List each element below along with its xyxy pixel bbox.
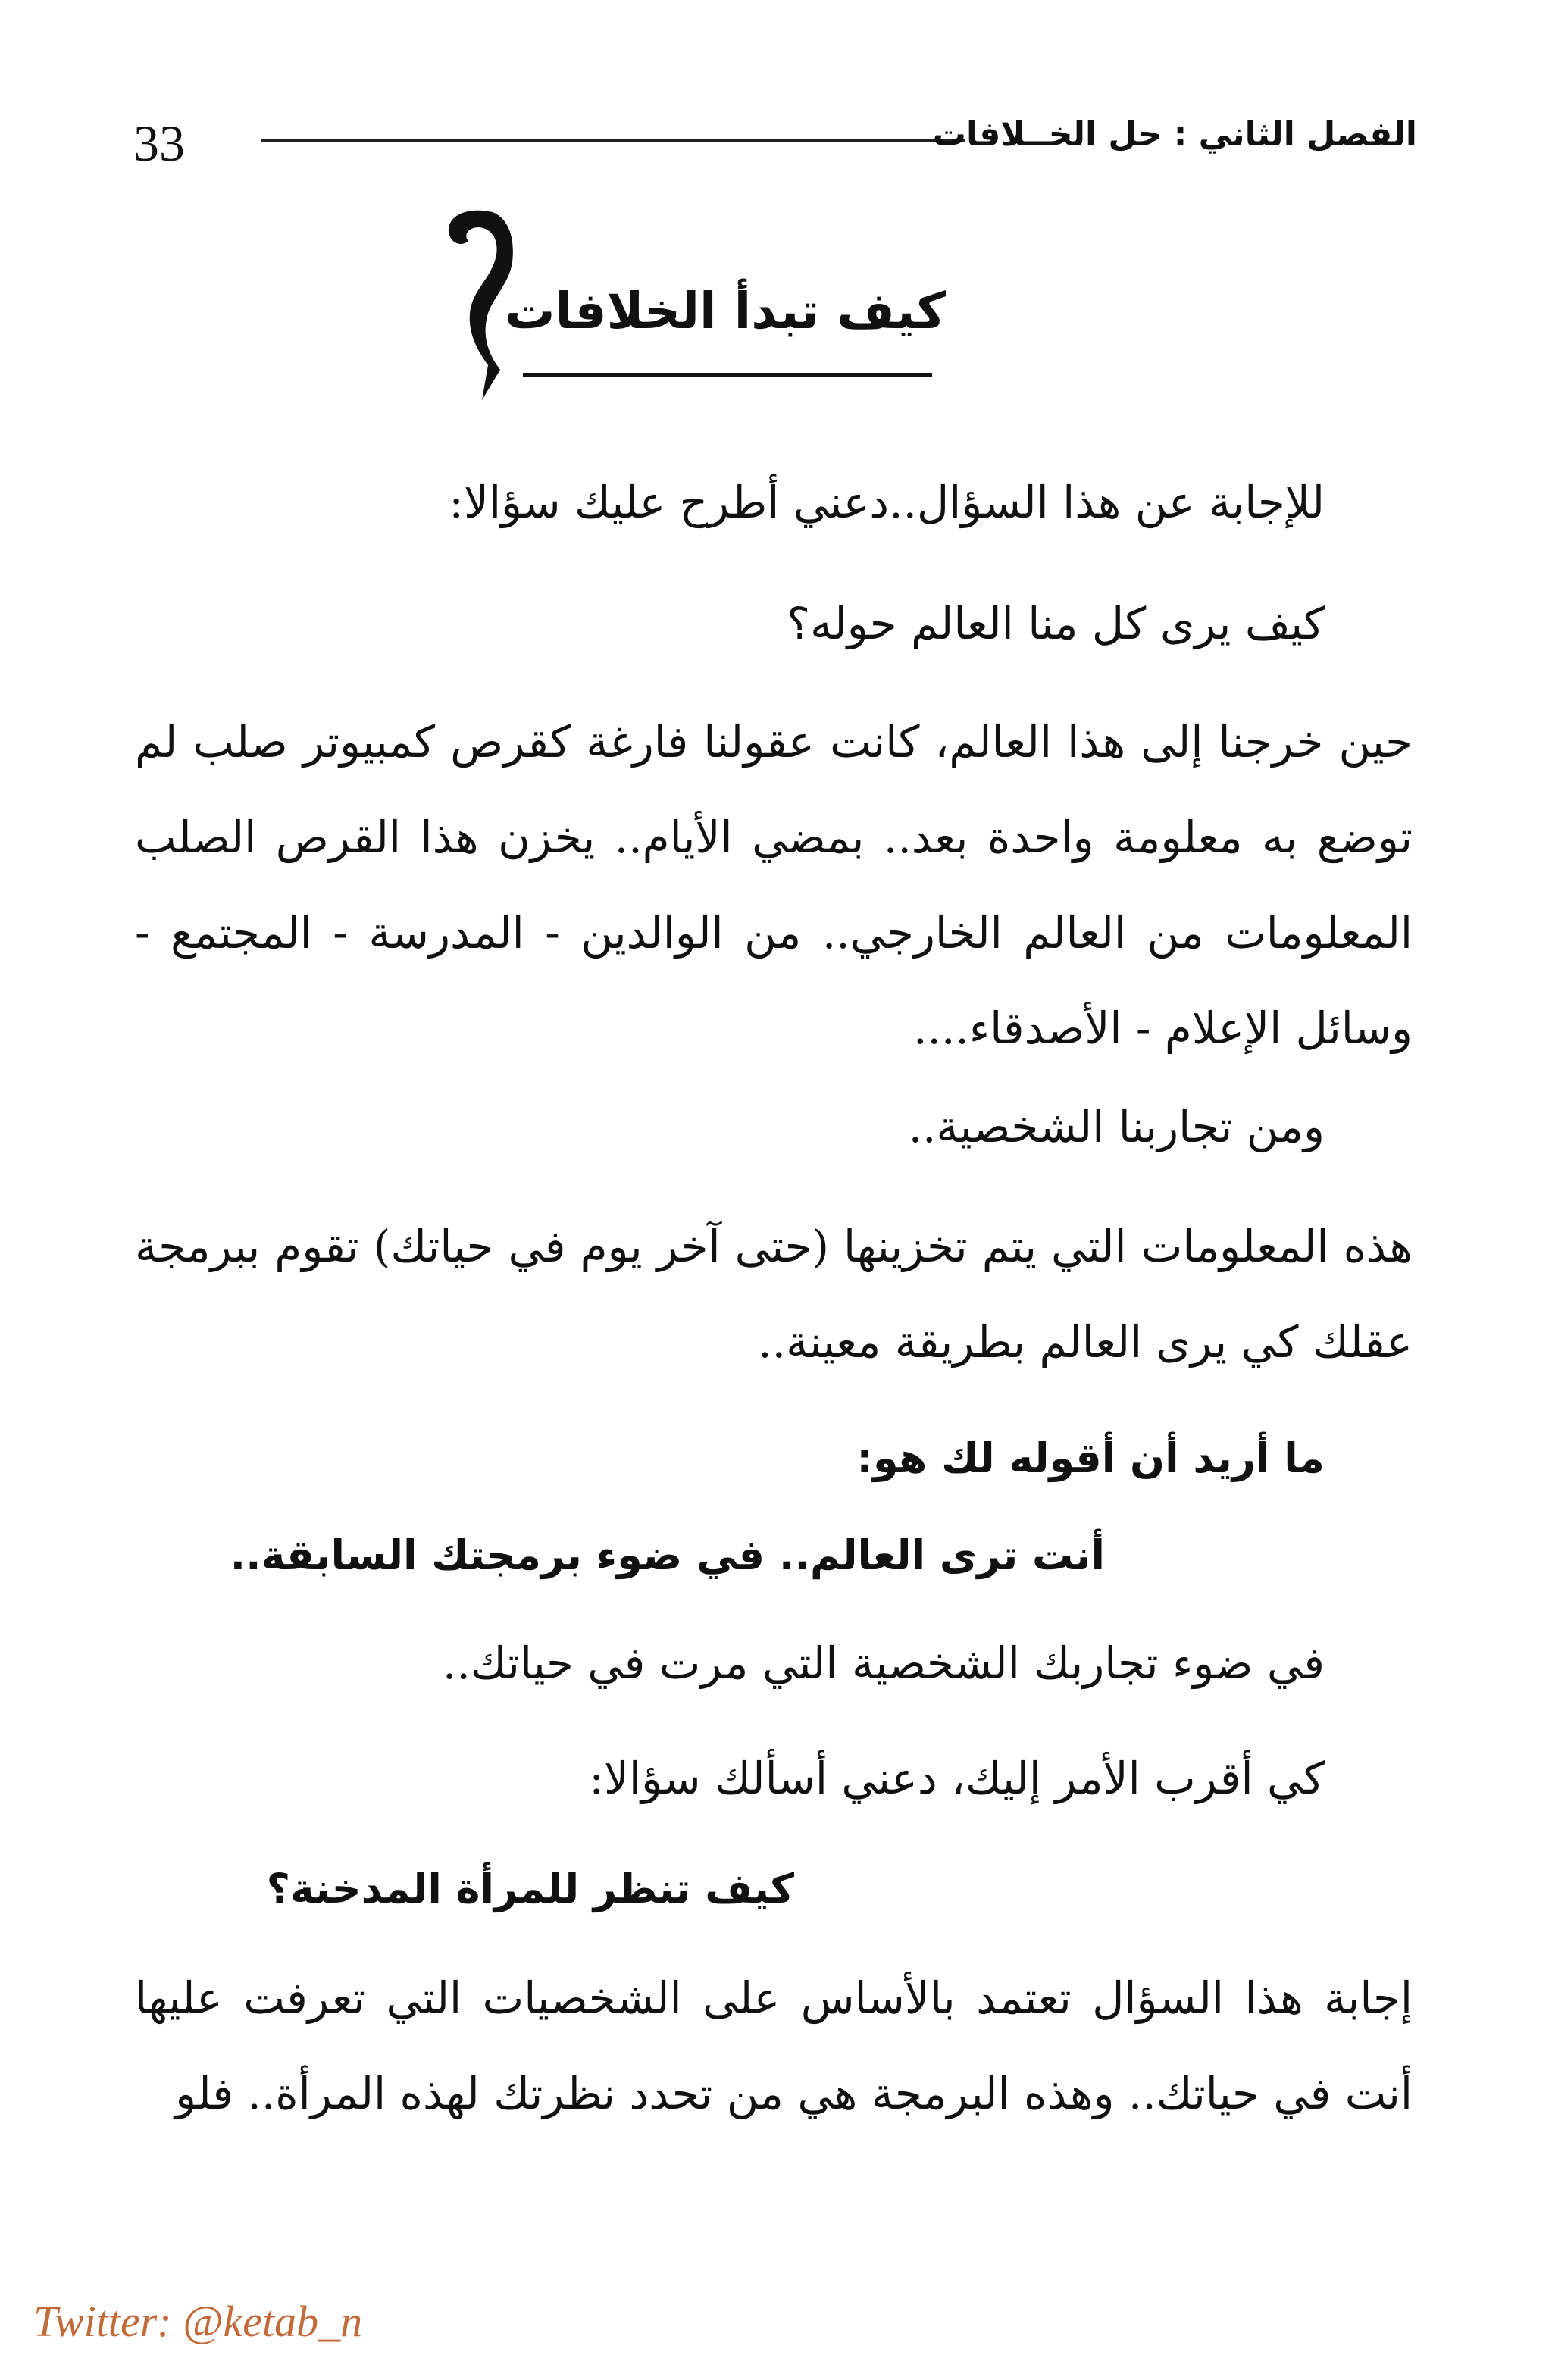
page-number: 33 [133, 114, 185, 172]
paragraph-body-3: إجابة هذا السؤال تعتمد بالأساس على الشخصيات التي تعرفت عليها أنت في حياتك.. وهذه البرمجة هي من تحدد نظرتك لهذه المرأة.. فلو [135, 1972, 1413, 2119]
watermark: Twitter: @ketab_n [33, 2297, 363, 2346]
paragraph-question: كيف يرى كل منا العالم حوله؟ [787, 598, 1325, 649]
chapter-title: كيف تبدأ الخلافات [505, 282, 946, 340]
running-head: الفصل الثاني : حل الخــلافات [932, 115, 1417, 154]
paragraph-experiences: ومن تجاربنا الشخصية.. [908, 1101, 1325, 1152]
paragraph-experiences-2: في ضوء تجاربك الشخصية التي مرت في حياتك.. [442, 1637, 1325, 1689]
paragraph-emphasis-2: أنت ترى العالم.. في ضوء برمجتك السابقة.. [230, 1531, 1105, 1579]
header-divider [261, 139, 965, 142]
title-underline [523, 373, 932, 377]
paragraph-emphasis-1: ما أريد أن أقوله لك هو: [856, 1434, 1325, 1482]
paragraph-subheading: كيف تنظر للمرأة المدخنة؟ [266, 1865, 794, 1912]
paragraph-ask: كي أقرب الأمر إليك، دعني أسألك سؤالا: [589, 1753, 1325, 1804]
paragraph-body-1: حين خرجنا إلى هذا العالم، كانت عقولنا فارغة كقرص كمبيوتر صلب لم توضع به معلومة واحدة بعد.. بمضي الأيام.. يخزن هذا القرص الصلب المعلومات من العالم الخارجي.. من الوالدين - المدرسة - المجتمع - وسائل الإعلام - الأصدقاء.... [135, 716, 1413, 1054]
paragraph-body-2: هذه المعلومات التي يتم تخزينها (حتى آخر يوم في حياتك) تقوم ببرمجة عقلك كي يرى العالم بطريقة معينة.. [135, 1221, 1413, 1368]
paragraph-intro: للإجابة عن هذا السؤال..دعني أطرح عليك سؤالا: [449, 477, 1325, 528]
